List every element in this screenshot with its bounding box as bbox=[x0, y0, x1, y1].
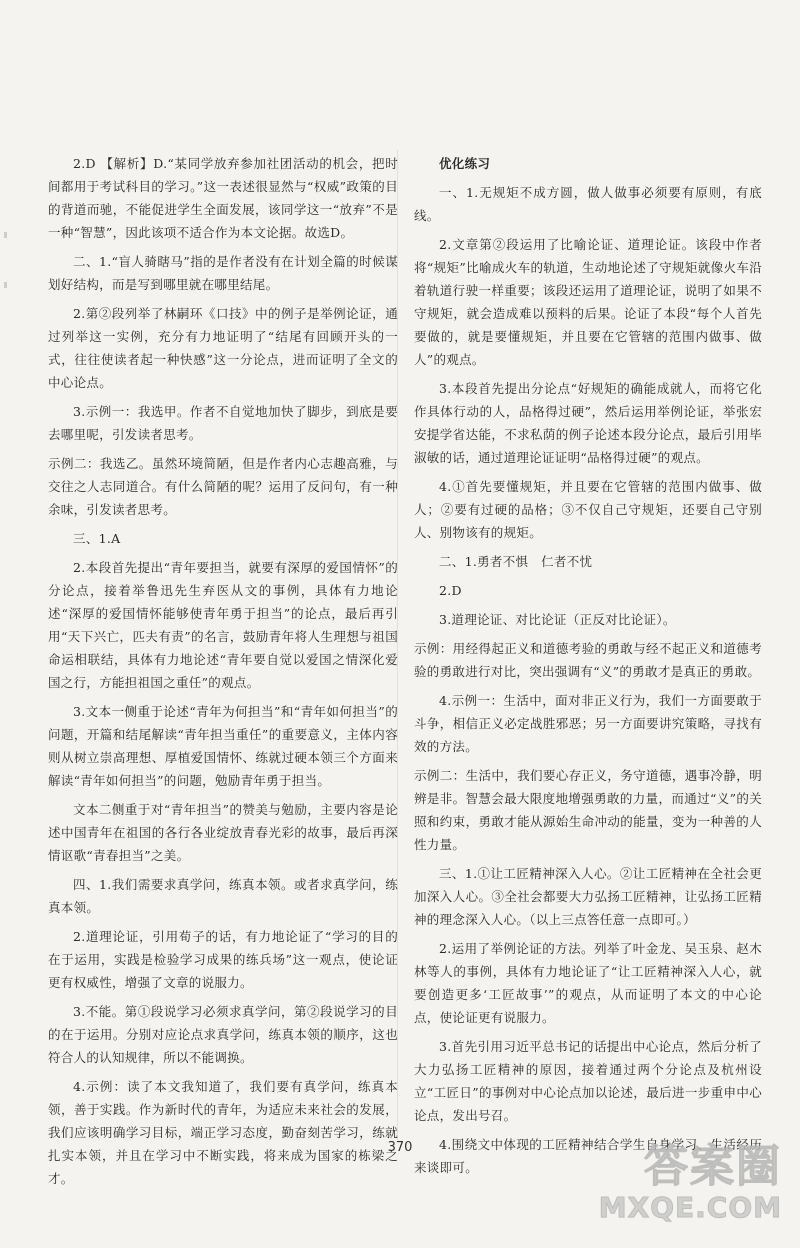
answer-paragraph: 示例：用经得起正义和道德考验的勇敢与经不起正义和道德考验的勇敢进行对比，突出强调有“义”的勇敢才是真正的勇敢。 bbox=[414, 641, 762, 679]
answer-paragraph: 2.第②段列举了林嗣环《口技》中的例子是举例论证，通过列举这一实例，充分有力地证明了“结尾有回顾开头的一式，往往使读者起一种快感”这一分论点，进而证明了全文的中心论点。 bbox=[48, 306, 398, 390]
answer-paragraph: 3.不能。第①段说学习必须求真学问，第②段说学习的目的在于运用。分别对应论点求真学问，练真本领的顺序，这也符合人的认知规律，所以不能调换。 bbox=[48, 1004, 398, 1065]
answer-paragraph: 2.D 【解析】D.“某同学放弃参加社团活动的机会，把时间都用于考试科目的学习。”这一表述很显然与“权威”政策的目的背道而驰，不能促进学生全面发展，该同学这一“放弃”不是一种“智慧”，因此该项不适合作为本文论据。故选D。 bbox=[48, 156, 398, 240]
answer-paragraph: 2.运用了举例论证的方法。列举了叶金龙、吴玉泉、赵木林等人的事例，具体有力地论证了“让工匠精神深入人心，就要创造更多‘工匠故事’”的观点，从而证明了本文的中心论点，使论证更有说服力。 bbox=[414, 941, 762, 1025]
answer-paragraph: 三、1.A bbox=[73, 531, 121, 546]
answer-paragraph: 3.示例一：我选甲。作者不自觉地加快了脚步，到底是要去哪里呢，引发读者思考。 bbox=[48, 404, 398, 442]
binding-mark bbox=[4, 282, 7, 288]
answer-paragraph: 2.D bbox=[439, 583, 462, 598]
answer-paragraph: 3.本段首先提出分论点“好规矩的确能成就人，而将它化作具体行动的人，品格得过硬”，然后运用举例论证，举张宏安提学省达能，不求私荫的例子论述本段分论点，最后引用毕淑敏的话，通过道理论证证明“品格得过硬”的观点。 bbox=[414, 381, 762, 465]
watermark-logo-text: 答案圈 bbox=[644, 1141, 782, 1192]
answer-paragraph: 4.示例一：生活中，面对非正义行为，我们一方面要敢于斗争，相信正义必定战胜邪恶；另一方面要讲究策略，寻找有效的方法。 bbox=[414, 693, 762, 754]
answer-paragraph: 2.本段首先提出“青年要担当，就要有深厚的爱国情怀”的分论点，接着举鲁迅先生弃医从文的事例，具体有力地论述“深厚的爱国情怀能够使青年勇于担当”的论点，最后再引用“天下兴亡，匹夫有责”的名言，鼓励青年将人生理想与祖国命运相联结，具体有力地论述“青年要自觉以爱国之情深化爱国之行，方能担祖国之重任”的观点。 bbox=[48, 560, 398, 690]
answer-paragraph: 4.围绕文中体现的工匠精神结合学生自身学习、生活经历来谈即可。 bbox=[414, 1137, 762, 1175]
answer-paragraph: 3.首先引用习近平总书记的话提出中心论点，然后分析了大力弘扬工匠精神的原因，接着通过两个分论点及杭州设立“工匠日”的事例对中心论点加以论述，最后进一步重申中心论点，发出号召。 bbox=[414, 1039, 762, 1123]
answer-paragraph: 二、1.勇者不惧 仁者不忧 bbox=[439, 554, 593, 569]
answer-paragraph: 三、1.①让工匠精神深入人心。②让工匠精神在全社会更加深入人心。③全社会都要大力弘扬工匠精神，让弘扬工匠精神的理念深入人心。（以上三点答任意一点即可。） bbox=[414, 866, 762, 927]
answer-paragraph: 4.①首先要懂规矩，并且要在它管辖的范围内做事、做人；②要有过硬的品格；③不仅自己守规矩，还要自己守别人、别物该有的规矩。 bbox=[414, 479, 762, 540]
answer-paragraph: 示例二：我选乙。虽然环境简陋，但是作者内心志趣高雅，与交往之人志同道合。有什么简陋的呢？运用了反问句，有一种余味，引发读者思考。 bbox=[48, 456, 398, 517]
answer-paragraph: 一、1.无规矩不成方圆，做人做事必须要有原则，有底线。 bbox=[414, 185, 762, 223]
answer-paragraph: 3.道理论证、对比论证（正反对比论证）。 bbox=[439, 612, 676, 627]
page-number: 370 bbox=[387, 1140, 413, 1155]
watermark-url: MXQE.COM bbox=[598, 1191, 782, 1224]
left-column bbox=[48, 152, 398, 1196]
right-column bbox=[414, 152, 762, 1185]
answer-paragraph: 2.文章第②段运用了比喻论证、道理论证。该段中作者将“规矩”比喻成火车的轨道，生动地论述了守规矩就像火车沿着轨道行驶一样重要；该段还运用了道理论证，说明了如果不守规矩，就会造成难以预料的后果。论证了本段“每个人首先要做的，就是要懂规矩，并且要在它管辖的范围内做事、做人”的观点。 bbox=[414, 237, 762, 367]
answer-paragraph: 二、1.“盲人骑瞎马”指的是作者没有在计划全篇的时候谋划好结构，而是写到哪里就在哪里结尾。 bbox=[48, 254, 398, 292]
answer-paragraph: 示例二：生活中，我们要心存正义，务守道德，遇事冷静，明辨是非。智慧会最大限度地增强勇敢的力量，而通过“义”的关照和约束，勇敢才能从源始生命冲动的能量，变为一种善的人性力量。 bbox=[414, 768, 762, 852]
section-title: 优化练习 bbox=[439, 156, 491, 171]
answer-paragraph: 文本二侧重于对“青年担当”的赞美与勉励，主要内容是论述中国青年在祖国的各行各业绽放青春光彩的故事，最后再深情讴歌“青春担当”之美。 bbox=[48, 802, 398, 863]
answer-paragraph: 3.文本一侧重于论述“青年为何担当”和“青年如何担当”的问题，开篇和结尾解读“青年担当重任”的重要意义，主体内容则从树立崇高理想、厚植爱国情怀、练就过硬本领三个方面来解读“青年如何担当”的问题，勉励青年勇于担当。 bbox=[48, 704, 398, 788]
answer-paragraph: 4.示例：读了本文我知道了，我们要有真学问，练真本领，善于实践。作为新时代的青年，为适应未来社会的发展，我们应该明确学习目标，端正学习态度，勤奋刻苦学习，练就扎实本领，并且在学习中不断实践，将来成为国家的栋梁之才。 bbox=[48, 1079, 398, 1186]
binding-mark bbox=[4, 232, 7, 238]
answer-paragraph: 2.道理论证，引用荀子的话，有力地论证了“学习的目的在于运用，实践是检验学习成果的练兵场”这一观点，使论证更有权威性，增强了文章的说服力。 bbox=[48, 929, 398, 990]
watermark-logo bbox=[592, 1142, 782, 1234]
answer-paragraph: 四、1.我们需要求真学问，练真本领。或者求真学问，练真本领。 bbox=[48, 877, 398, 915]
